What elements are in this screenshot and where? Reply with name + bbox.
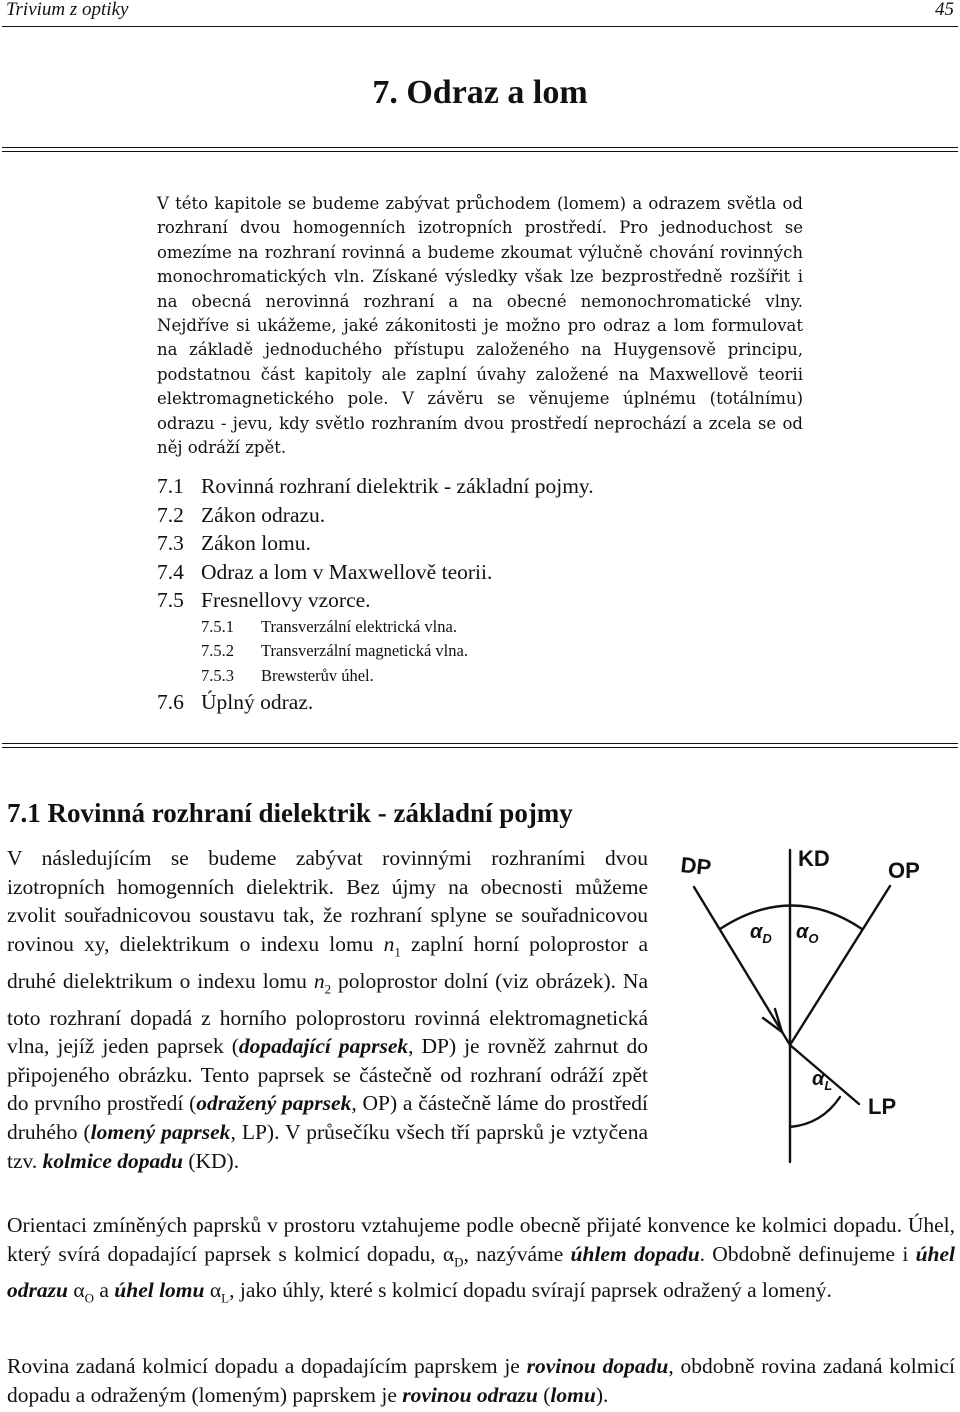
label-alpha-o: $\alpha_O$ bbox=[796, 921, 819, 946]
toc-item-label: Rovinná rozhraní dielektrik - základní pojmy. bbox=[201, 474, 594, 498]
page-number: 45 bbox=[935, 0, 954, 20]
toc-item-number: 7.6 bbox=[157, 690, 184, 714]
toc-item-number: 7.3 bbox=[157, 531, 184, 555]
toc-item bbox=[157, 472, 594, 501]
incident-ray bbox=[694, 887, 790, 1045]
toc-item-label: Transverzální elektrická vlna. bbox=[261, 616, 457, 636]
ray-diagram bbox=[672, 842, 942, 1167]
toc-item bbox=[157, 586, 594, 615]
chapter-rule-bottom bbox=[2, 151, 958, 152]
toc-item-number: 7.4 bbox=[157, 559, 184, 584]
paragraph-interfaces: V následujícím se budeme zabývat rovinnými rozhraními dvou izotropních homogenních dielektrik. Bez újmy na obecnosti můžeme zvolit souřadnicovou soustavu tak, že rozhraní splyne se souřadnicovou rovinou xy, dielektrikum o indexu lomu $n_1$ zaplní horní poloprostor a druhé dielektrikum o indexu lomu $n_2$ poloprostor dolní (viz obrázek). Na toto rozhraní dopadá z horního poloprostoru rovinná elektromagnetická vlna, jejíž jeden paprsek (dopadající paprsek, DP) je rovněž zahrnut do připojeného obrázku. Tento paprsek se částečně od rozhraní odráží zpět do prvního prostředí (odražený paprsek, OP) a částečně láme do prostředí druhého (lomený paprsek, LP). V průsečíku všech tří paprsků je vztyčena tzv. kolmice dopadu (KD). bbox=[7, 846, 649, 1173]
toc-rule-top bbox=[2, 743, 958, 744]
toc-item-number: 7.5.1 bbox=[201, 616, 234, 636]
term-plane-incidence: rovinou dopadu bbox=[526, 1354, 669, 1378]
chapter-rule-top bbox=[2, 147, 958, 148]
label-kd: KD bbox=[798, 846, 830, 871]
toc-item-label: Odraz a lom v Maxwellově teorii. bbox=[201, 559, 493, 584]
term-angle-reflection: úhel odrazu bbox=[7, 1242, 955, 1303]
toc-item bbox=[157, 688, 594, 717]
toc-item-number: 7.2 bbox=[157, 502, 184, 527]
toc-item-label: Brewsterův úhel. bbox=[261, 665, 374, 685]
header-rule bbox=[2, 26, 958, 27]
section-title: 7.1 Rovinná rozhraní dielektrik - základní pojmy bbox=[7, 798, 573, 828]
toc-item-label: Zákon lomu. bbox=[201, 531, 311, 555]
toc-item bbox=[157, 501, 594, 530]
refracted-ray bbox=[790, 1045, 859, 1104]
arrow-head-incident bbox=[763, 1009, 782, 1032]
reflected-ray bbox=[790, 886, 890, 1045]
toc-item-label: Úplný odraz. bbox=[201, 690, 314, 714]
toc-item-label: Transverzální magnetická vlna. bbox=[261, 641, 468, 660]
label-op: OP bbox=[888, 858, 920, 883]
label-lp: LP bbox=[868, 1094, 897, 1119]
toc-item-number: 7.1 bbox=[157, 474, 184, 498]
toc-item bbox=[157, 664, 594, 689]
toc-rule-bottom bbox=[2, 747, 958, 748]
term-refraction-word: lomu bbox=[550, 1383, 596, 1407]
angle-arc-refraction bbox=[790, 1097, 840, 1127]
term-normal: kolmice dopadu bbox=[42, 1148, 183, 1173]
toc-item-number: 7.5.3 bbox=[201, 665, 234, 685]
term-refracted-ray: lomený paprsek bbox=[90, 1119, 231, 1144]
toc-item bbox=[157, 639, 594, 664]
label-dp: DP bbox=[679, 852, 713, 881]
term-angle-incidence: úhlem dopadu bbox=[570, 1242, 700, 1266]
toc-item-label: Fresnellovy vzorce. bbox=[201, 588, 371, 612]
label-alpha-d: $\alpha_D$ bbox=[750, 921, 772, 946]
paragraph-angles: Orientaci zmíněných paprsků v prostoru vztahujeme podle obecně přijaté konvence ke kolmici dopadu. Úhel, který svírá dopadající paprsek s kolmicí dopadu, $\alpha_D$, nazýváme úhlem dopadu. Obdobně definujeme i úhel odrazu $\alpha_O$ a úhel lomu $\alpha_L$, jako úhly, které s kolmicí dopadu svírají paprsek odražený a lomený. bbox=[7, 1213, 955, 1306]
chapter-contents bbox=[157, 472, 594, 717]
toc-item bbox=[157, 529, 594, 558]
toc-item-number: 7.5.2 bbox=[201, 641, 234, 660]
term-incident-ray: dopadající paprsek bbox=[238, 1034, 409, 1059]
label-alpha-l: $\alpha_L$ bbox=[812, 1068, 833, 1093]
running-header bbox=[0, 0, 960, 22]
toc-item-number: 7.5 bbox=[157, 588, 184, 612]
toc-item bbox=[157, 615, 594, 640]
paragraph-planes: Rovina zadaná kolmicí dopadu a dopadajícím paprskem je rovinou dopadu, obdobně rovina zadaná kolmicí dopadu a odraženým (lomeným) paprskem je rovinou odrazu (lomu). bbox=[7, 1354, 955, 1407]
toc-item-label: Zákon odrazu. bbox=[201, 502, 326, 527]
chapter-title: 7. Odraz a lom bbox=[372, 74, 588, 111]
term-plane-reflection: rovinou odrazu bbox=[402, 1383, 538, 1407]
term-angle-refraction: úhel lomu bbox=[114, 1278, 205, 1303]
term-reflected-ray: odražený paprsek bbox=[196, 1091, 352, 1116]
chapter-intro: V této kapitole se budeme zabývat průchodem (lomem) a odrazem světla od rozhraní dvou homogenních izotropních prostředí. Pro jednoduchost se omezíme na rozhraní rovinná a budeme zkoumat výlučně chování rovinných monochromatických vln. Získané výsledky však lze bezprostředně rozšířit i na obecná nerovinná rozhraní a na obecné nemonochromatické vlny. Nejdříve si ukážeme, jaké zákonitosti je možno pro odraz a lom formulovat na základě jednoduchého přístupu založeného na Huygensově principu, podstatnou část kapitoly ale zaplní úvahy založené na Maxwellově teorii elektromagnetického pole. V závěru se věnujeme úplnému (totálnímu) odrazu - jevu, kdy světlo rozhraním dvou prostředí neprochází a zcela se od něj odráží zpět. bbox=[157, 194, 803, 458]
running-title: Trivium z optiky bbox=[6, 0, 129, 20]
toc-item bbox=[157, 558, 594, 587]
